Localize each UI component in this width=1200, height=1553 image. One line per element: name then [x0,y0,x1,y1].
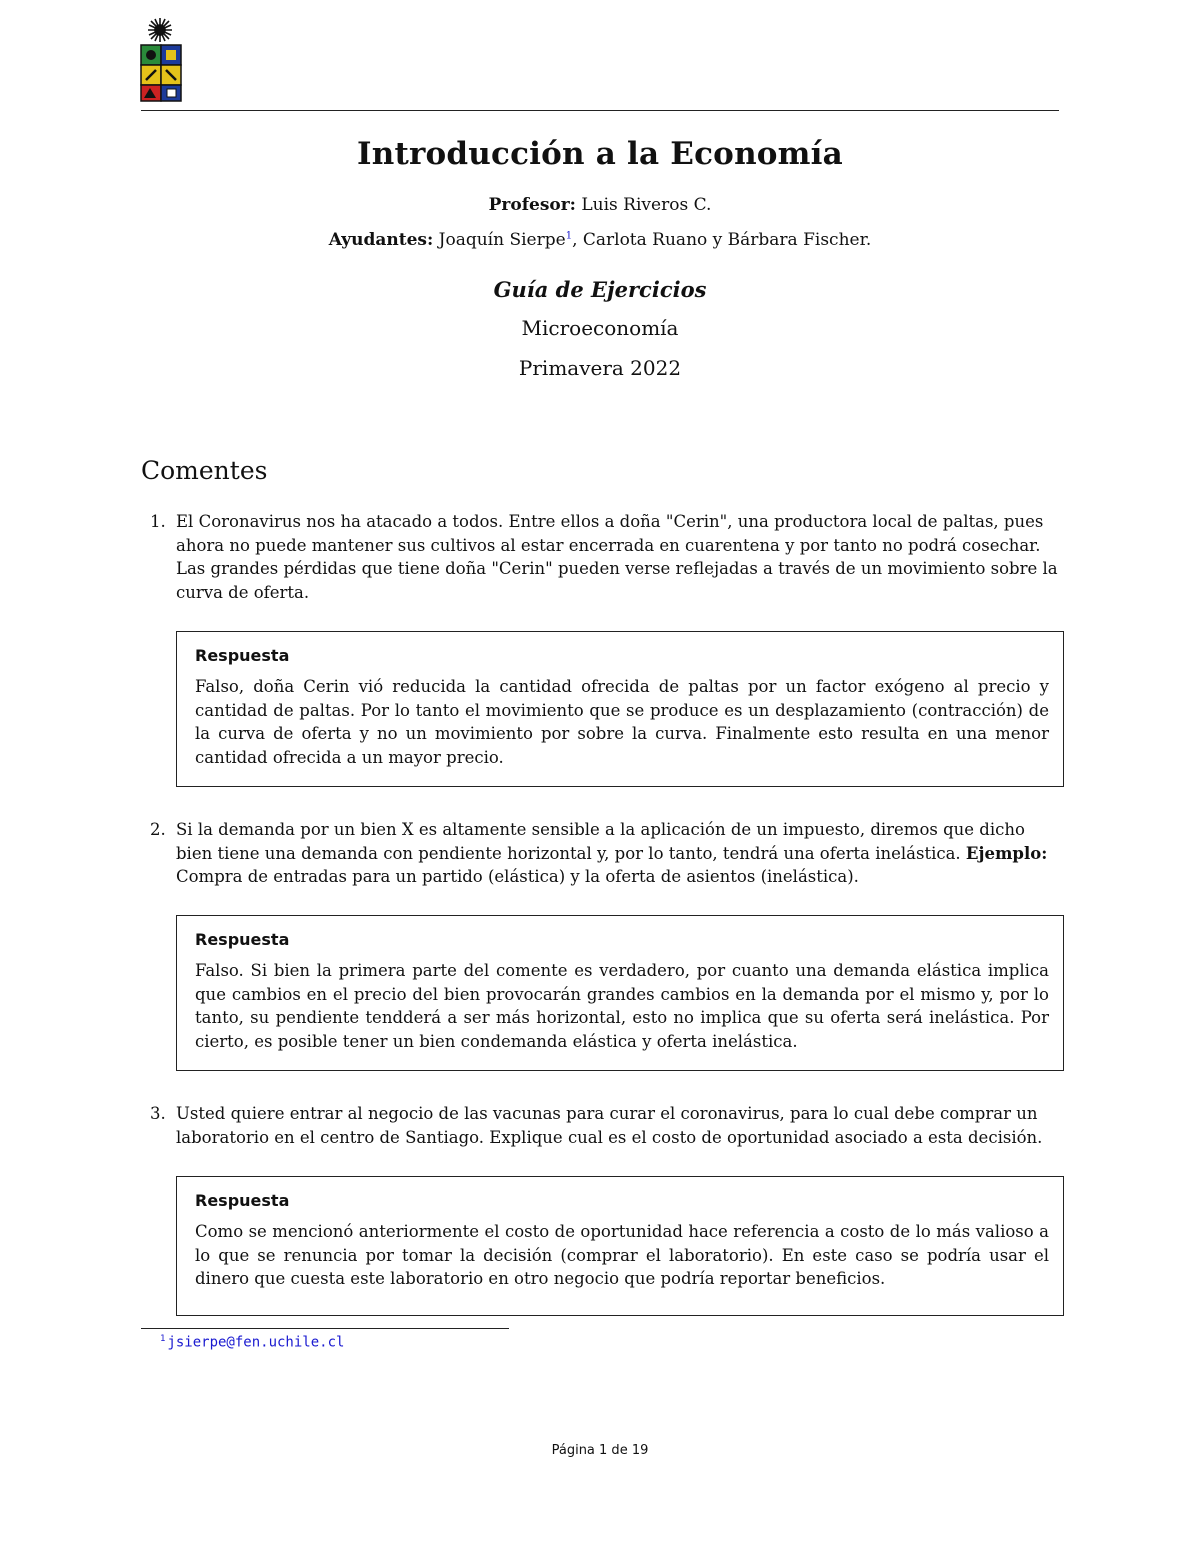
section-heading: Comentes [141,456,268,485]
footnote-mark: 1 [160,1334,166,1344]
page-number: Página 1 de 19 [551,1443,649,1458]
footnote-rule [141,1328,509,1329]
footnote-ref-link[interactable]: 1 [565,230,573,242]
header-rule [141,110,1059,111]
guide-title: Guía de Ejercicios [493,277,707,302]
example-label: Ejemplo: [965,843,1048,863]
question-3 [150,1102,1060,1149]
answer-box-3 [176,1176,1064,1316]
question-number: 3. [150,1104,166,1123]
university-shield-logo-icon [138,14,184,104]
document-title: Introducción a la Economía [357,136,843,172]
question-1 [150,510,1060,604]
answer-box-2 [176,915,1064,1071]
question-text-part: Compra de entradas para un partido (elástica) y la oferta de asientos (inelástica). [176,867,859,886]
answer-title: Respuesta [195,646,290,665]
assistant-name-1: Joaquín Sierpe [433,230,566,250]
footnote-email-link[interactable]: jsierpe@fen.uchile.cl [167,1334,345,1351]
answer-text: Como se mencionó anteriormente el costo de oportunidad hace referencia a costo de lo más valioso a lo que se renuncia por tomar la decisión (comprar el laboratorio). En este caso se podría usar el dinero que cuesta este laboratorio en otro negocio que podría reportar beneficios. [195,1222,1049,1288]
answer-text: Falso, doña Cerin vió reducida la cantidad ofrecida de paltas por un factor exógeno al precio y cantidad de paltas. Por lo tanto el movimiento que se produce es un desplazamiento (contracción) de la curva de oferta y no un movimiento por sobre la curva. Finalmente esto resulta en una menor cantidad ofrecida a un mayor precio. [195,677,1049,767]
question-number: 1. [150,512,166,531]
professor-label: Profesor: [488,195,576,215]
question-number: 2. [150,820,166,839]
answer-text: Falso. Si bien la primera parte del comente es verdadero, por cuanto una demanda elástica implica que cambios en el precio del bien provocarán grandes cambios en la demanda por el mismo y, por lo tanto, su pendiente tendderá a ser más horizontal, esto no implica que su oferta será inelástica. Por cierto, es posible tener un bien condemanda elástica y oferta inelástica. [195,961,1049,1051]
assistants-line [0,230,1200,250]
answer-box-1 [176,631,1064,787]
question-text-part: Si la demanda por un bien X es altamente sensible a la aplicación de un impuesto, diremos que dicho bien tiene una demanda con pendiente horizontal y, por lo tanto, tendrá una oferta inelástica. [176,820,1025,863]
question-text: El Coronavirus nos ha atacado a todos. Entre ellos a doña "Cerin", una productora local de paltas, pues ahora no puede mantener sus cultivos al estar encerrada en cuarentena y por tanto no podrá cosechar. Las grandes pérdidas que tiene doña "Cerin" pueden verse reflejadas a través de un movimiento sobre la curva de oferta. [176,512,1058,602]
question-text: Usted quiere entrar al negocio de las vacunas para curar el coronavirus, para lo cual debe comprar un laboratorio en el centro de Santiago. Explique cual es el costo de oportunidad asociado a esta decisión. [176,1104,1043,1147]
professor-name: Luis Riveros C. [575,195,712,215]
assistant-names-rest: , Carlota Ruano y Bárbara Fischer. [572,230,872,250]
answer-title: Respuesta [195,1191,290,1210]
question-2 [150,818,1060,889]
footnote [160,1334,344,1351]
assistants-label: Ayudantes: [328,230,434,250]
season-subtitle: Primavera 2022 [518,356,682,380]
answer-title: Respuesta [195,930,290,949]
professor-line [0,195,1200,215]
question-text [176,818,1060,889]
topic-subtitle: Microeconomía [521,316,679,340]
